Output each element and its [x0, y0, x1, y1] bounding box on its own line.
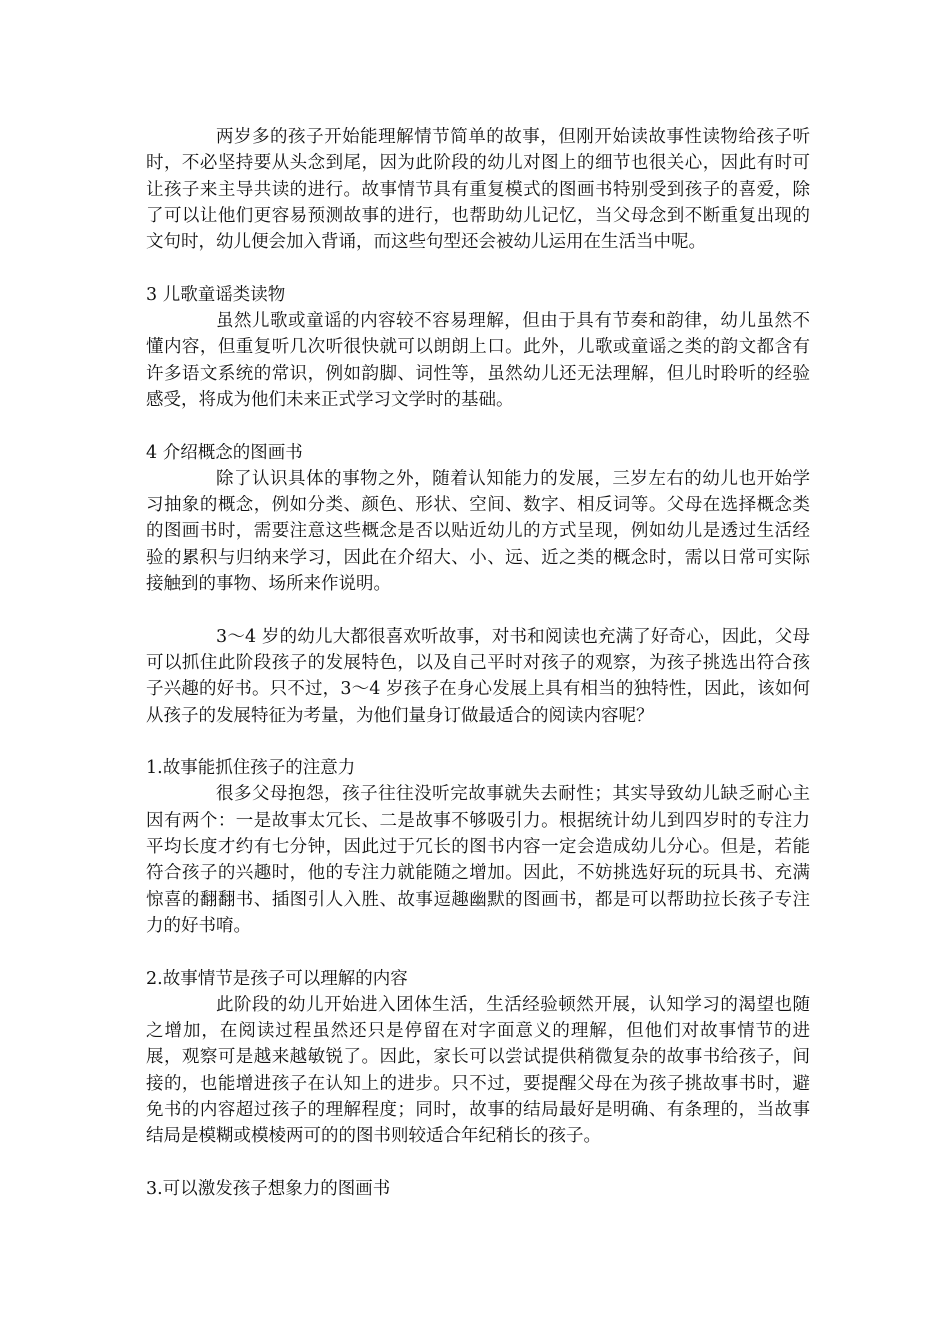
section-heading-attention: 1.故事能抓住孩子的注意力	[146, 758, 356, 779]
paragraph-gap	[146, 939, 810, 965]
document-page	[146, 124, 810, 1202]
paragraph-gap	[146, 1150, 810, 1176]
paragraph-understandable-plot: 此阶段的幼儿开始进入团体生活，生活经验顿然开展，认知学习的渴望也随之增加，在阅读过程虽然还只是停留在对字面意义的理解，但他们对故事情节的进展，观察可是越来越敏锐了。因此，家长可以尝试提供稍微复杂的故事书给孩子，间接的，也能增进孩子在认知上的进步。只不过，要提醒父母在为孩子挑故事书时，避免书的内容超过孩子的理解程度；同时，故事的结局最好是明确、有条理的，当故事结局是模糊或模棱两可的的图书则较适合年纪稍长的孩子。	[146, 994, 810, 1147]
paragraph-concept-books: 除了认识具体的事物之外，随着认知能力的发展，三岁左右的幼儿也开始学习抽象的概念，例如分类、颜色、形状、空间、数字、相反词等。父母在选择概念类的图画书时，需要注意这些概念是否以贴近幼儿的方式呈现，例如幼儿是透过生活经验的累积与归纳来学习，因此在介绍大、小、远、近之类的概念时，需以日常可实际接触到的事物、场所来作说明。	[146, 468, 810, 595]
paragraph-two-year-olds-stories: 两岁多的孩子开始能理解情节简单的故事，但刚开始读故事性读物给孩子听时，不必坚持要从头念到尾，因为此阶段的幼儿对图上的细节也很关心，因此有时可让孩子来主导共读的进行。故事情节具有重复模式的图画书特别受到孩子的喜爱，除了可以让他们更容易预测故事的进行，也帮助幼儿记忆，当父母念到不断重复出现的文句时，幼儿便会加入背诵，而这些句型还会被幼儿运用在生活当中呢。	[146, 127, 810, 253]
paragraph-gap	[146, 597, 810, 623]
paragraph-nursery-rhymes: 虽然儿歌或童谣的内容较不容易理解，但由于具有节奏和韵律，幼儿虽然不懂内容，但重复听几次听很快就可以朗朗上口。此外，儿歌或童谣之类的韵文都含有许多语文系统的常识，例如韵脚、词性等，虽然幼儿还无法理解，但儿时聆听的经验感受，将成为他们未来正式学习文学时的基础。	[146, 311, 810, 410]
section-heading-nursery-rhymes: 3 儿歌童谣类读物	[146, 284, 286, 305]
paragraph-attention: 很多父母抱怨，孩子往往没听完故事就失去耐性；其实导致幼儿缺乏耐心主因有两个：一是故事太冗长、二是故事不够吸引力。根据统计幼儿到四岁时的专注力平均长度才约有七分钟，因此过于冗长的图书内容一定会造成幼儿分心。但是，若能符合孩子的兴趣时，他的专注力就能随之增加。因此，不妨挑选好玩的玩具书、充满惊喜的翻翻书、插图引人入胜、故事逗趣幽默的图画书，都是可以帮助拉长孩子专注力的好书唷。	[146, 784, 810, 936]
section-heading-understandable-plot: 2.故事情节是孩子可以理解的内容	[146, 968, 408, 989]
paragraph-three-to-four-intro: 3～4 岁的幼儿大都很喜欢听故事，对书和阅读也充满了好奇心，因此，父母可以抓住此阶段孩子的发展特色，以及自己平时对孩子的观察，为孩子挑选出符合孩子兴趣的好书。只不过，3～4 岁孩子在身心发展上具有相当的独特性，因此，该如何从孩子的发展特征为考量，为他们量身订做最适合的阅读内容呢？	[146, 626, 810, 726]
section-heading-imagination: 3.可以激发孩子想象力的图画书	[146, 1178, 391, 1199]
paragraph-gap	[146, 255, 810, 281]
paragraph-gap	[146, 729, 810, 755]
section-heading-concept-books: 4 介绍概念的图画书	[146, 442, 303, 463]
paragraph-gap	[146, 413, 810, 439]
